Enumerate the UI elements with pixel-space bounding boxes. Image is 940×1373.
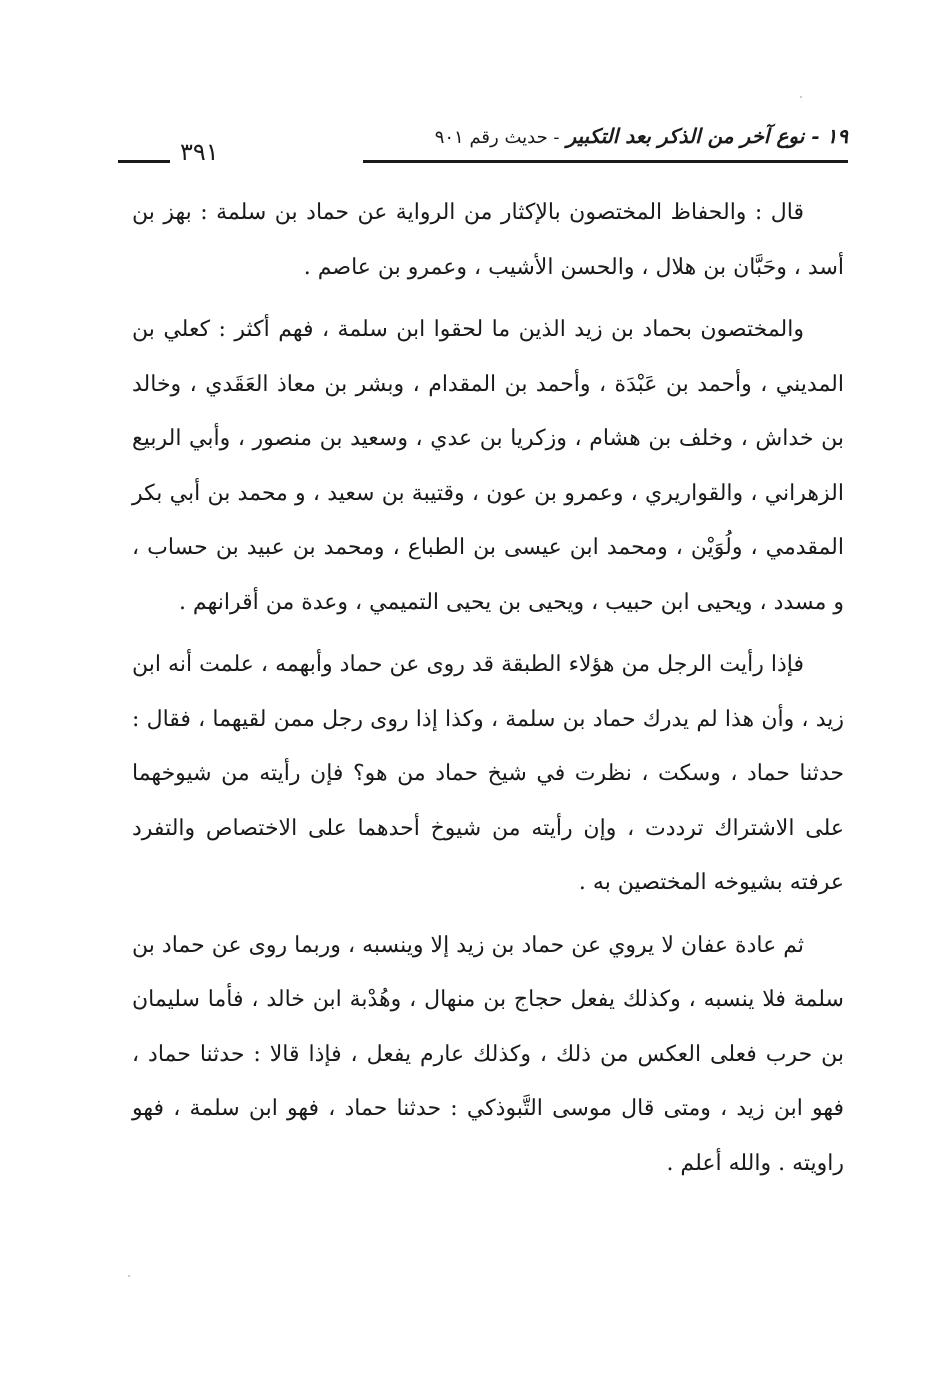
- page-number-rule: [118, 160, 170, 163]
- paragraph-4: ثم عادة عفان لا يروي عن حماد بن زيد إلا وينسبه ، وربما روى عن حماد بن سلمة فلا ينسبه ، وكذلك يفعل حجاج بن منهال ، وهُدْبة ابن خالد ، فأما سليمان بن حرب فعلى العكس من ذلك ، وكذلك عارم يفعل ، فإذا قالا : حدثنا حماد ، فهو ابن زيد ، ومتى قال موسى التَّبوذكي : حدثنا حماد ، فهو ابن سلمة ، فهو راويته . والله أعلم .: [132, 932, 844, 1176]
- hadith-reference: - حديث رقم ٩٠١: [434, 127, 560, 148]
- page-number: ٣٩١: [180, 138, 219, 166]
- paragraph-1: قال : والحفاظ المختصون بالإكثار من الرواية عن حماد بن سلمة : بهز بن أسد ، وحَبَّان بن هلال ، والحسن الأشيب ، وعمرو بن عاصم .: [132, 200, 844, 280]
- scan-speck: [128, 1275, 130, 1277]
- scan-speck: [800, 96, 802, 98]
- chapter-heading: ١٩ - نوع آخر من الذكر بعد التكبير: [566, 124, 848, 148]
- paragraph-3: فإذا رأيت الرجل من هؤلاء الطبقة قد روى عن حماد وأبهمه ، علمت أنه ابن زيد ، وأن هذا لم يدرك حماد بن سلمة ، وكذا إذا روى رجل ممن لقيهما ، فقال : حدثنا حماد ، وسكت ، نظرت في شيخ حماد من هو؟ فإن رأيته من شيوخهما على الاشتراك ترددت ، وإن رأيته من شيوخ أحدهما على الاختصاص والتفرد عرفته بشيوخه المختصين به .: [132, 652, 844, 895]
- header-rule: [363, 160, 848, 163]
- chapter-title: [435, 124, 848, 148]
- running-header: [118, 122, 848, 172]
- main-text: [132, 186, 844, 1191]
- paragraph-2: والمختصون بحماد بن زيد الذين ما لحقوا ابن سلمة ، فهم أكثر : كعلي بن المديني ، وأحمد بن عَبْدَة ، وأحمد بن المقدام ، وبشر بن معاذ العَقَدي ، وخالد بن خداش ، وخلف بن هشام ، وزكريا بن عدي ، وسعيد بن منصور ، وأبي الربيع الزهراني ، والقواريري ، وعمرو بن عون ، وقتيبة بن سعيد ، و محمد بن أبي بكر المقدمي ، ولُوَيْن ، ومحمد ابن عيسى بن الطباع ، ومحمد بن عبيد بن حساب ، و مسدد ، ويحيى ابن حبيب ، ويحيى بن يحيى التميمي ، وعدة من أقرانهم .: [132, 317, 844, 615]
